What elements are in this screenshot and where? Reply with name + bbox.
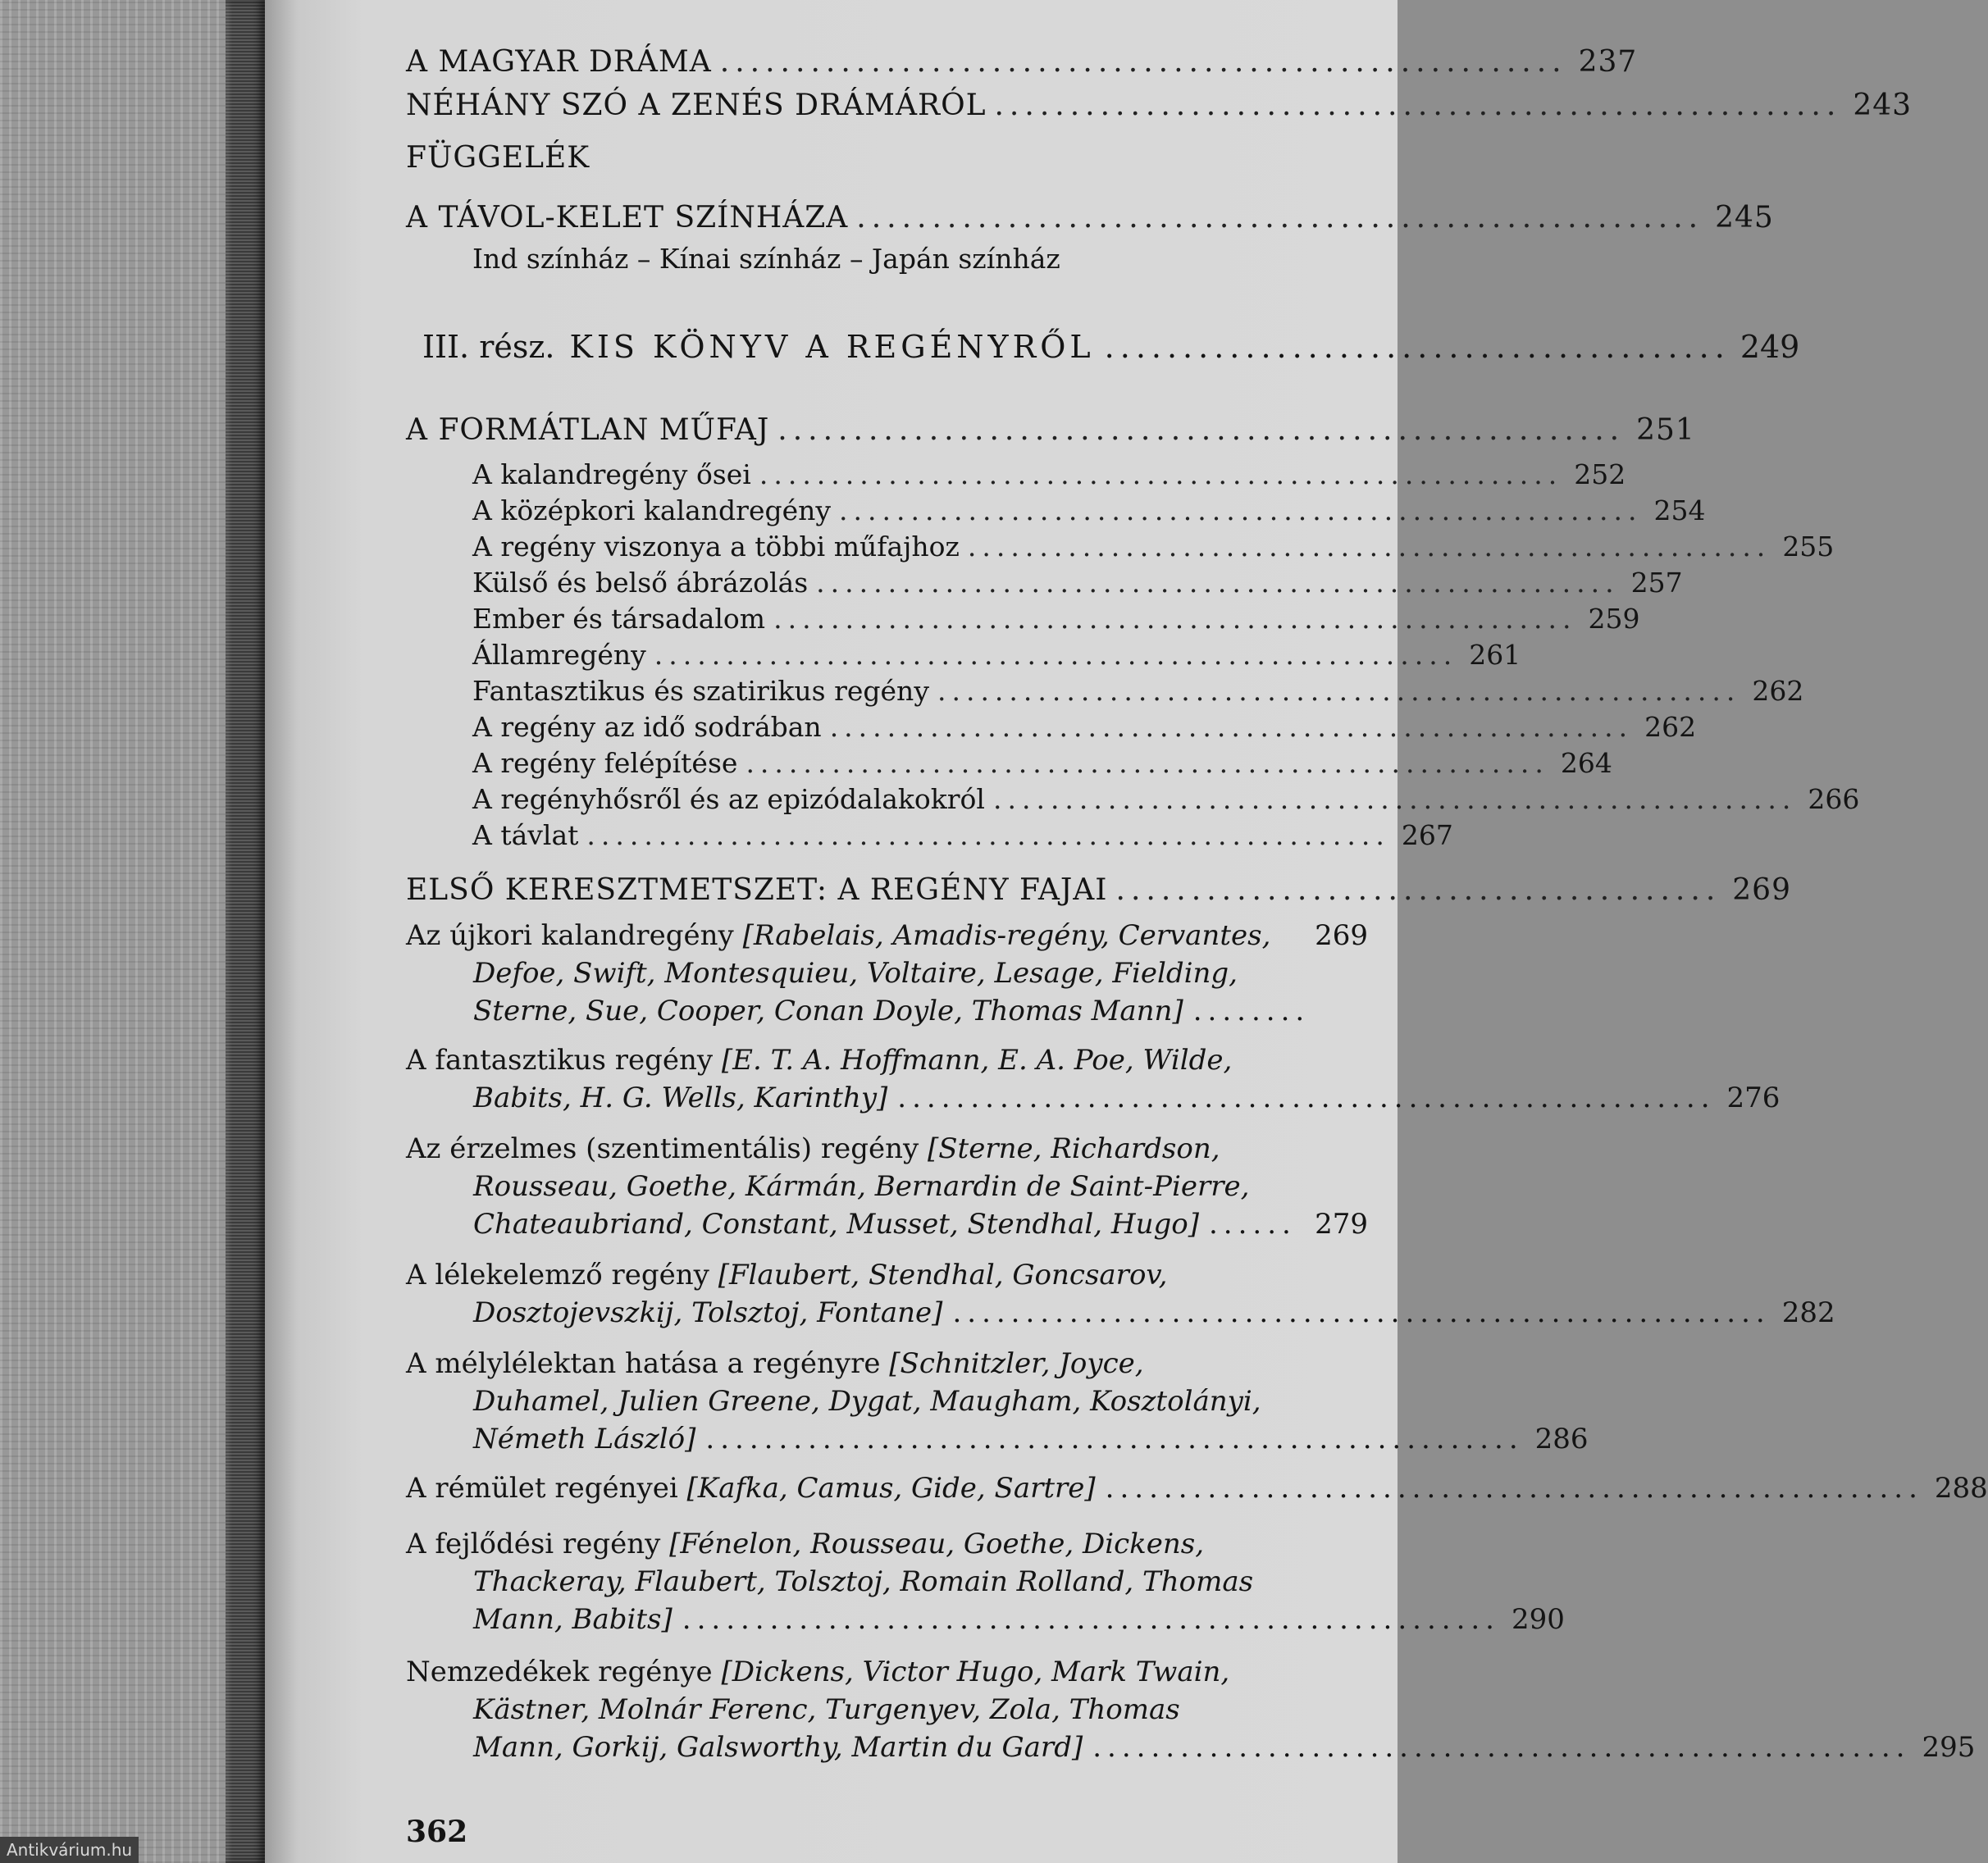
toc-subentry-page: 262 <box>1644 711 1697 743</box>
toc-entry-title: A FORMÁTLAN MŰFAJ <box>406 413 770 447</box>
toc-genre-entry <box>406 1256 1835 1332</box>
leader-dots: ...... <box>1208 1208 1297 1241</box>
toc-entry-title: A MAGYAR DRÁMA <box>406 45 712 79</box>
entry-line <box>406 1563 1368 1601</box>
entry-line <box>406 1525 1368 1563</box>
toc-entry-page: 237 <box>1578 45 1638 79</box>
toc-subentry-title: A regényhősről és az epizódalakokról <box>472 783 985 815</box>
toc-subentry <box>472 818 1453 854</box>
entry-line <box>406 1205 1368 1243</box>
toc-subentry-page: 262 <box>1752 675 1804 707</box>
entry-authors: Defoe, Swift, Montesquieu, Voltaire, Lesage, Fielding, <box>473 957 1238 990</box>
leader-dots: ........................................................ <box>1092 1731 1911 1764</box>
entry-authors: Sterne, Sue, Cooper, Conan Doyle, Thomas Mann] <box>473 995 1183 1027</box>
toc-entry-page: 243 <box>1853 89 1913 122</box>
toc-entry-page: 269 <box>1732 873 1791 907</box>
watermark: Antikvárium.hu <box>0 1837 139 1863</box>
toc-entry-title: A TÁVOL-KELET SZÍNHÁZA <box>406 201 849 235</box>
toc-genre-entry <box>406 1469 1988 1507</box>
toc-entry <box>406 88 1913 124</box>
toc-subentry-page: 257 <box>1630 567 1683 599</box>
toc-subentry <box>472 673 1804 709</box>
toc-subentry-page: 259 <box>1588 603 1640 635</box>
entry-authors: [Schnitzler, Joyce, <box>889 1347 1144 1380</box>
entry-page: 276 <box>1726 1082 1781 1114</box>
toc-entry <box>406 872 1791 909</box>
entry-line <box>406 1294 1835 1332</box>
toc-subline: Ind színház – Kínai színház – Japán színház <box>472 243 1060 275</box>
appendix-heading: FÜGGELÉK <box>406 141 590 175</box>
entry-authors: [Fénelon, Rousseau, Goethe, Dickens, <box>669 1528 1205 1560</box>
entry-line <box>406 1041 1368 1079</box>
toc-entry-title: ELSŐ KERESZTMETSZET: A REGÉNY FAJAI <box>406 873 1108 907</box>
entry-title: Nemzedékek regénye <box>406 1656 722 1688</box>
toc-entry <box>406 200 1774 236</box>
entry-title: A mélylélektan hatása a regényre <box>406 1347 890 1380</box>
leader-dots: ........................................................ <box>682 1603 1500 1636</box>
entry-authors: Mann, Gorkij, Galsworthy, Martin du Gard] <box>473 1731 1083 1764</box>
entry-title: Az érzelmes (szentimentális) regény <box>406 1132 928 1165</box>
toc-genre-entry <box>406 1041 1781 1117</box>
entry-line <box>406 1729 1976 1766</box>
leader-dots: ........................................ <box>1104 329 1730 365</box>
toc-subentry-title: A regény viszonya a többi műfajhoz <box>472 531 960 563</box>
entry-title: A fantasztikus regény <box>406 1044 722 1077</box>
entry-authors: Dosztojevszkij, Tolsztoj, Fontane] <box>473 1296 943 1329</box>
leader-dots: ........................................................ <box>759 458 1563 490</box>
toc-entry <box>406 412 1695 449</box>
part-title: KIS KÖNYV A REGÉNYRŐL <box>569 329 1095 365</box>
leader-dots: ........................................................ <box>773 603 1577 635</box>
toc-genre-entry <box>406 1525 1565 1638</box>
leader-dots: ........................................................ <box>719 45 1567 79</box>
toc-subentry-title: Fantasztikus és szatirikus regény <box>472 675 929 707</box>
toc-subentry <box>472 565 1683 601</box>
part-prefix: III. rész. <box>422 329 555 365</box>
entry-authors: [Flaubert, Stendhal, Goncsarov, <box>718 1259 1168 1291</box>
toc-subentry-title: A regény felépítése <box>472 747 738 779</box>
toc-subentry <box>472 745 1612 781</box>
toc-entry-title: NÉHÁNY SZÓ A ZENÉS DRÁMÁRÓL <box>406 89 987 122</box>
entry-page: 295 <box>1922 1731 1976 1764</box>
toc-subentry-page: 264 <box>1560 747 1612 779</box>
toc-subentry-page: 254 <box>1653 494 1706 526</box>
entry-line <box>406 1469 1988 1507</box>
toc-subentry-page: 252 <box>1574 458 1626 490</box>
toc-entry-page: 251 <box>1636 413 1695 447</box>
entry-title: A rémület regényei <box>406 1472 687 1505</box>
entry-page: 279 <box>1315 1208 1368 1241</box>
toc-subentry <box>472 709 1697 745</box>
leader-dots: ........................................................ <box>994 89 1842 122</box>
leader-dots: ........................................................ <box>1105 1472 1923 1505</box>
toc-subentry-page: 261 <box>1469 639 1521 671</box>
entry-line <box>406 1079 1781 1117</box>
toc-entry-page: 245 <box>1715 201 1774 235</box>
entry-title: Az újkori kalandregény <box>406 919 743 952</box>
entry-page: 286 <box>1534 1423 1589 1455</box>
toc-subentry <box>472 457 1626 493</box>
entry-authors: [E. T. A. Hoffmann, E. A. Poe, Wilde, <box>721 1044 1233 1077</box>
entry-line <box>406 917 1368 954</box>
entry-authors: Chateaubriand, Constant, Musset, Stendhal, Hugo] <box>473 1208 1199 1241</box>
leader-dots: ........................................................ <box>992 783 1797 815</box>
entry-line <box>406 1601 1565 1638</box>
leader-dots: ........................................................ <box>829 711 1634 743</box>
entry-page: 269 <box>1315 919 1368 952</box>
toc-genre-entry <box>406 917 1368 1030</box>
leader-dots: ........................................................ <box>856 201 1704 235</box>
leader-dots: ........................................................ <box>952 1296 1771 1329</box>
entry-line <box>406 1345 1368 1382</box>
leader-dots: ........................................................ <box>839 494 1643 526</box>
toc-subentry <box>472 601 1640 637</box>
toc-subentry <box>472 781 1860 818</box>
toc-subentry <box>472 637 1521 673</box>
entry-line <box>406 1256 1368 1294</box>
entry-authors: [Dickens, Victor Hugo, Mark Twain, <box>721 1656 1230 1688</box>
entry-authors: [Sterne, Richardson, <box>928 1132 1220 1165</box>
entry-line <box>406 1653 1368 1691</box>
page-number: 362 <box>406 1815 468 1849</box>
entry-line <box>406 1130 1368 1168</box>
toc-subentry-title: A kalandregény ősei <box>472 458 751 490</box>
entry-authors: Kästner, Molnár Ferenc, Turgenyev, Zola, Thomas <box>473 1693 1180 1726</box>
entry-authors: Rousseau, Goethe, Kármán, Bernardin de Saint-Pierre, <box>473 1170 1250 1203</box>
leader-dots: ........................................................ <box>777 413 1626 447</box>
entry-line <box>406 992 1368 1030</box>
toc-subentry <box>472 493 1706 529</box>
entry-authors: Németh László] <box>473 1423 696 1455</box>
leader-dots: ........................................ <box>1115 873 1721 907</box>
entry-authors: Duhamel, Julien Greene, Dygat, Maugham, Kosztolányi, <box>473 1385 1261 1418</box>
entry-page: 282 <box>1781 1296 1835 1329</box>
part-page: 249 <box>1740 329 1800 365</box>
leader-dots: ........................................................ <box>654 639 1458 671</box>
entry-line <box>406 1168 1368 1205</box>
toc-subentry-title: Külső és belső ábrázolás <box>472 567 809 599</box>
entry-line <box>406 1420 1589 1458</box>
leader-dots: ........................................................ <box>967 531 1771 563</box>
leader-dots: ........................................................ <box>897 1082 1716 1114</box>
toc-genre-entry <box>406 1345 1589 1458</box>
toc-subentry-page: 267 <box>1401 819 1453 851</box>
leader-dots: ........ <box>1192 995 1311 1027</box>
toc-subentry-title: A távlat <box>472 819 579 851</box>
entry-authors: Thackeray, Flaubert, Tolsztoj, Romain Rolland, Thomas <box>473 1565 1254 1598</box>
toc-subentry <box>472 529 1835 565</box>
entry-authors: Babits, H. G. Wells, Karinthy] <box>473 1082 888 1114</box>
entry-title: A fejlődési regény <box>406 1528 670 1560</box>
part-heading <box>422 326 1800 367</box>
toc-genre-entry <box>406 1130 1368 1243</box>
leader-dots: ........................................................ <box>586 819 1390 851</box>
toc-subentry-title: A középkori kalandregény <box>472 494 832 526</box>
book-cover <box>0 0 226 1863</box>
toc-subentry-title: A regény az idő sodrában <box>472 711 822 743</box>
entry-page: 288 <box>1934 1472 1988 1505</box>
entry-line <box>406 954 1368 992</box>
toc-page <box>265 0 1988 1863</box>
toc-subentry-page: 255 <box>1782 531 1835 563</box>
entry-authors: [Rabelais, Amadis-regény, Cervantes, <box>742 919 1271 952</box>
entry-page: 290 <box>1512 1603 1565 1636</box>
toc-genre-entry <box>406 1653 1976 1766</box>
toc-subentry-page: 266 <box>1808 783 1860 815</box>
entry-line <box>406 1691 1368 1729</box>
entry-title: A lélekelemző regény <box>406 1259 718 1291</box>
leader-dots: ........................................................ <box>816 567 1620 599</box>
leader-dots: ........................................................ <box>746 747 1549 779</box>
entry-authors: Mann, Babits] <box>473 1603 673 1636</box>
entry-line <box>406 1382 1368 1420</box>
leader-dots: ........................................................ <box>705 1423 1524 1455</box>
book-spine <box>226 0 265 1863</box>
toc-subentry-title: Ember és társadalom <box>472 603 766 635</box>
toc-subentry-title: Államregény <box>472 639 646 671</box>
leader-dots: ........................................................ <box>937 675 1741 707</box>
entry-authors: [Kafka, Camus, Gide, Sartre] <box>686 1472 1096 1505</box>
toc-entry <box>406 44 1638 80</box>
